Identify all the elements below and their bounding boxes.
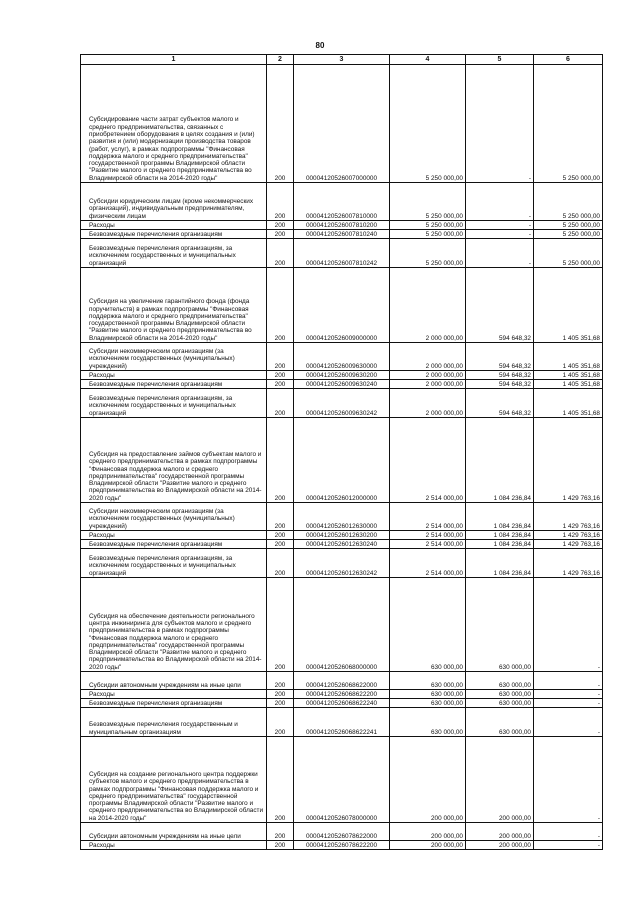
row-budget-code-cell: 00004120526007810000 — [294, 183, 390, 221]
column-header: 1 — [81, 55, 267, 65]
row-executed-cell: 594 648,32 — [466, 380, 534, 389]
row-unexecuted-cell: 1 429 763,16 — [534, 503, 603, 531]
row-line-code-cell: 200 — [267, 239, 294, 268]
table-row — [81, 699, 603, 708]
row-budget-code-cell: 00004120526078000000 — [294, 737, 390, 823]
row-budget-code-cell: 00004120526068000000 — [294, 578, 390, 672]
row-approved-cell: 5 250 000,00 — [390, 239, 466, 268]
row-budget-code-cell: 00004120526068622200 — [294, 690, 390, 699]
row-name-cell: Субсидии некоммерческим организациям (за исключением государственных (муниципальных) учреждений) — [81, 343, 267, 371]
row-approved-cell: 200 000,00 — [390, 737, 466, 823]
row-unexecuted-cell: 5 250 000,00 — [534, 239, 603, 268]
table-row — [81, 531, 603, 540]
row-budget-code-cell: 00004120526068622240 — [294, 699, 390, 708]
row-line-code-cell: 200 — [267, 737, 294, 823]
row-unexecuted-cell: 5 250 000,00 — [534, 221, 603, 230]
table-row — [81, 708, 603, 737]
row-executed-cell: 200 000,00 — [466, 823, 534, 841]
row-executed-cell: - — [466, 230, 534, 239]
row-approved-cell: 2 514 000,00 — [390, 418, 466, 503]
table-row — [81, 389, 603, 418]
row-budget-code-cell: 00004120526009630200 — [294, 371, 390, 380]
row-unexecuted-cell: - — [534, 708, 603, 737]
table-row — [81, 380, 603, 389]
row-approved-cell: 630 000,00 — [390, 690, 466, 699]
row-approved-cell: 5 250 000,00 — [390, 221, 466, 230]
row-approved-cell: 5 250 000,00 — [390, 183, 466, 221]
row-executed-cell: 1 084 236,84 — [466, 531, 534, 540]
row-executed-cell: 630 000,00 — [466, 672, 534, 690]
row-executed-cell: 200 000,00 — [466, 841, 534, 850]
row-line-code-cell: 200 — [267, 418, 294, 503]
table-row — [81, 268, 603, 343]
row-name-cell: Субсидирование части затрат субъектов малого и среднего предпринимательства, связанных с приобретением оборудования в целях создания и (или) развития и (или) модернизации производства товаров (работ, услуг), в рамках подпрограммы "Финансовая поддержка малого и среднего предпринимательства" государственной программы Владимирской области "Развитие малого и среднего предпринимательства во Владимирской области на 2014-2020 годы" — [81, 65, 267, 183]
row-name-cell: Субсидии автономным учреждениям на иные цели — [81, 823, 267, 841]
row-executed-cell: - — [466, 239, 534, 268]
table-row — [81, 737, 603, 823]
row-unexecuted-cell: - — [534, 699, 603, 708]
row-line-code-cell: 200 — [267, 221, 294, 230]
row-name-cell: Расходы — [81, 221, 267, 230]
row-approved-cell: 2 000 000,00 — [390, 268, 466, 343]
row-executed-cell: 1 084 236,84 — [466, 540, 534, 549]
row-executed-cell: 630 000,00 — [466, 690, 534, 699]
row-line-code-cell: 200 — [267, 699, 294, 708]
row-unexecuted-cell: 1 429 763,16 — [534, 531, 603, 540]
row-name-cell: Безвозмездные перечисления организациям — [81, 540, 267, 549]
column-header: 6 — [534, 55, 603, 65]
row-approved-cell: 2 000 000,00 — [390, 389, 466, 418]
row-unexecuted-cell: 1 405 351,68 — [534, 371, 603, 380]
row-line-code-cell: 200 — [267, 823, 294, 841]
row-budget-code-cell: 00004120526068622000 — [294, 672, 390, 690]
row-executed-cell: 630 000,00 — [466, 708, 534, 737]
row-approved-cell: 2 514 000,00 — [390, 531, 466, 540]
row-budget-code-cell: 00004120526012630240 — [294, 540, 390, 549]
row-approved-cell: 2 514 000,00 — [390, 503, 466, 531]
row-line-code-cell: 200 — [267, 841, 294, 850]
row-executed-cell: 630 000,00 — [466, 699, 534, 708]
table-row — [81, 823, 603, 841]
row-approved-cell: 2 514 000,00 — [390, 540, 466, 549]
row-budget-code-cell: 00004120526007810200 — [294, 221, 390, 230]
row-executed-cell: 630 000,00 — [466, 578, 534, 672]
table-row — [81, 418, 603, 503]
row-executed-cell: 1 084 236,84 — [466, 503, 534, 531]
row-unexecuted-cell: - — [534, 690, 603, 699]
row-name-cell: Безвозмездные перечисления организациям, за исключением государственных и муниципальных организаций — [81, 389, 267, 418]
row-budget-code-cell: 00004120526068622241 — [294, 708, 390, 737]
row-line-code-cell: 200 — [267, 380, 294, 389]
row-line-code-cell: 200 — [267, 672, 294, 690]
budget-execution-table — [80, 54, 603, 850]
table-row — [81, 841, 603, 850]
row-name-cell: Субсидия на предоставление займов субъектам малого и среднего предпринимательства в рамках подпрограммы "Финансовая поддержка малого и среднего предпринимательства" государственной программы Владимирской области "Развитие малого и среднего предпринимательства во Владимирской области на 2014-2020 годы" — [81, 418, 267, 503]
row-line-code-cell: 200 — [267, 343, 294, 371]
row-approved-cell: 2 000 000,00 — [390, 371, 466, 380]
row-approved-cell: 200 000,00 — [390, 823, 466, 841]
table-row — [81, 503, 603, 531]
row-approved-cell: 630 000,00 — [390, 699, 466, 708]
row-budget-code-cell: 00004120526007810240 — [294, 230, 390, 239]
row-unexecuted-cell: 1 429 763,16 — [534, 418, 603, 503]
row-executed-cell: 594 648,32 — [466, 371, 534, 380]
row-unexecuted-cell: 5 250 000,00 — [534, 230, 603, 239]
row-approved-cell: 630 000,00 — [390, 672, 466, 690]
row-name-cell: Расходы — [81, 841, 267, 850]
row-line-code-cell: 200 — [267, 708, 294, 737]
row-approved-cell: 200 000,00 — [390, 841, 466, 850]
table-row — [81, 230, 603, 239]
row-line-code-cell: 200 — [267, 549, 294, 578]
row-line-code-cell: 200 — [267, 268, 294, 343]
row-executed-cell: 200 000,00 — [466, 737, 534, 823]
row-budget-code-cell: 00004120526012000000 — [294, 418, 390, 503]
row-unexecuted-cell: 1 405 351,68 — [534, 343, 603, 371]
row-name-cell: Безвозмездные перечисления организациям — [81, 230, 267, 239]
row-unexecuted-cell: 1 405 351,68 — [534, 268, 603, 343]
row-name-cell: Безвозмездные перечисления государственным и муниципальным организациям — [81, 708, 267, 737]
table-row — [81, 540, 603, 549]
row-unexecuted-cell: 1 405 351,68 — [534, 380, 603, 389]
row-executed-cell: 594 648,32 — [466, 268, 534, 343]
row-name-cell: Безвозмездные перечисления организациям — [81, 699, 267, 708]
row-unexecuted-cell: - — [534, 737, 603, 823]
row-budget-code-cell: 00004120526009630240 — [294, 380, 390, 389]
row-budget-code-cell: 00004120526078622200 — [294, 841, 390, 850]
row-unexecuted-cell: 1 429 763,16 — [534, 549, 603, 578]
table-row — [81, 221, 603, 230]
column-header: 5 — [466, 55, 534, 65]
row-name-cell: Расходы — [81, 371, 267, 380]
row-budget-code-cell: 00004120526012630242 — [294, 549, 390, 578]
row-approved-cell: 2 000 000,00 — [390, 380, 466, 389]
row-unexecuted-cell: 1 405 351,68 — [534, 389, 603, 418]
row-line-code-cell: 200 — [267, 578, 294, 672]
row-unexecuted-cell: 5 250 000,00 — [534, 65, 603, 183]
row-budget-code-cell: 00004120526009000000 — [294, 268, 390, 343]
row-name-cell: Субсидия на обеспечение деятельности регионального центра инжиниринга для субъектов малого и среднего предпринимательства в рамках подпрограммы "Финансовая поддержка малого и среднего предпринимательства" государственной программы Владимирской области "Развитие малого и среднего предпринимательства во Владимирской области на 2014-2020 годы" — [81, 578, 267, 672]
table-row — [81, 183, 603, 221]
row-name-cell: Безвозмездные перечисления организациям, за исключением государственных и муниципальных организаций — [81, 549, 267, 578]
row-approved-cell: 2 000 000,00 — [390, 343, 466, 371]
row-line-code-cell: 200 — [267, 690, 294, 699]
page-number: 80 — [315, 41, 325, 50]
row-name-cell: Безвозмездные перечисления организациям, за исключением государственных и муниципальных организаций — [81, 239, 267, 268]
table-row — [81, 239, 603, 268]
table-row — [81, 578, 603, 672]
table-row — [81, 690, 603, 699]
row-line-code-cell: 200 — [267, 230, 294, 239]
row-unexecuted-cell: - — [534, 823, 603, 841]
row-name-cell: Безвозмездные перечисления организациям — [81, 380, 267, 389]
row-executed-cell: - — [466, 183, 534, 221]
row-budget-code-cell: 00004120526012630200 — [294, 531, 390, 540]
table-row — [81, 371, 603, 380]
row-budget-code-cell: 00004120526078622000 — [294, 823, 390, 841]
row-budget-code-cell: 00004120526009630000 — [294, 343, 390, 371]
row-line-code-cell: 200 — [267, 371, 294, 380]
row-unexecuted-cell: - — [534, 578, 603, 672]
row-name-cell: Расходы — [81, 690, 267, 699]
row-executed-cell: 594 648,32 — [466, 389, 534, 418]
row-executed-cell: - — [466, 221, 534, 230]
table-row — [81, 549, 603, 578]
row-unexecuted-cell: 5 250 000,00 — [534, 183, 603, 221]
row-name-cell: Расходы — [81, 531, 267, 540]
column-header: 4 — [390, 55, 466, 65]
row-unexecuted-cell: 1 429 763,16 — [534, 540, 603, 549]
row-approved-cell: 630 000,00 — [390, 578, 466, 672]
row-budget-code-cell: 00004120526012630000 — [294, 503, 390, 531]
row-executed-cell: - — [466, 65, 534, 183]
column-header: 3 — [294, 55, 390, 65]
row-budget-code-cell: 00004120526007810242 — [294, 239, 390, 268]
table-row — [81, 343, 603, 371]
row-name-cell: Субсидия на создание регионального центра поддержки субъектов малого и среднего предпринимательства в рамках подпрограммы "Финансовая поддержка малого и среднего предпринимательства" государственной программы Владимирской области "Развитие малого и среднего предпринимательства во Владимирской области на 2014-2020 годы" — [81, 737, 267, 823]
row-budget-code-cell: 00004120526009630242 — [294, 389, 390, 418]
row-unexecuted-cell: - — [534, 672, 603, 690]
row-line-code-cell: 200 — [267, 65, 294, 183]
row-name-cell: Субсидия на увеличение гарантийного фонда (фонда поручительств) в рамках подпрограммы "Финансовая поддержка малого и среднего предпринимательства" государственной программы Владимирской области "Развитие малого и среднего предпринимательства во Владимирской области на 2014-2020 годы" — [81, 268, 267, 343]
row-executed-cell: 1 084 236,84 — [466, 549, 534, 578]
row-executed-cell: 1 084 236,84 — [466, 418, 534, 503]
row-unexecuted-cell: - — [534, 841, 603, 850]
row-name-cell: Субсидии автономным учреждениям на иные цели — [81, 672, 267, 690]
row-name-cell: Субсидии юридическим лицам (кроме некоммерческих организаций), индивидуальным предпринимателям, физическим лицам — [81, 183, 267, 221]
row-line-code-cell: 200 — [267, 503, 294, 531]
row-executed-cell: 594 648,32 — [466, 343, 534, 371]
table-row — [81, 672, 603, 690]
row-line-code-cell: 200 — [267, 389, 294, 418]
column-header: 2 — [267, 55, 294, 65]
table-header-row — [81, 55, 603, 65]
row-approved-cell: 630 000,00 — [390, 708, 466, 737]
row-approved-cell: 5 250 000,00 — [390, 65, 466, 183]
row-line-code-cell: 200 — [267, 183, 294, 221]
row-name-cell: Субсидии некоммерческим организациям (за исключением государственных (муниципальных) учреждений) — [81, 503, 267, 531]
row-line-code-cell: 200 — [267, 531, 294, 540]
table-row — [81, 65, 603, 183]
row-approved-cell: 2 514 000,00 — [390, 549, 466, 578]
row-line-code-cell: 200 — [267, 540, 294, 549]
row-approved-cell: 5 250 000,00 — [390, 230, 466, 239]
row-budget-code-cell: 00004120526007000000 — [294, 65, 390, 183]
